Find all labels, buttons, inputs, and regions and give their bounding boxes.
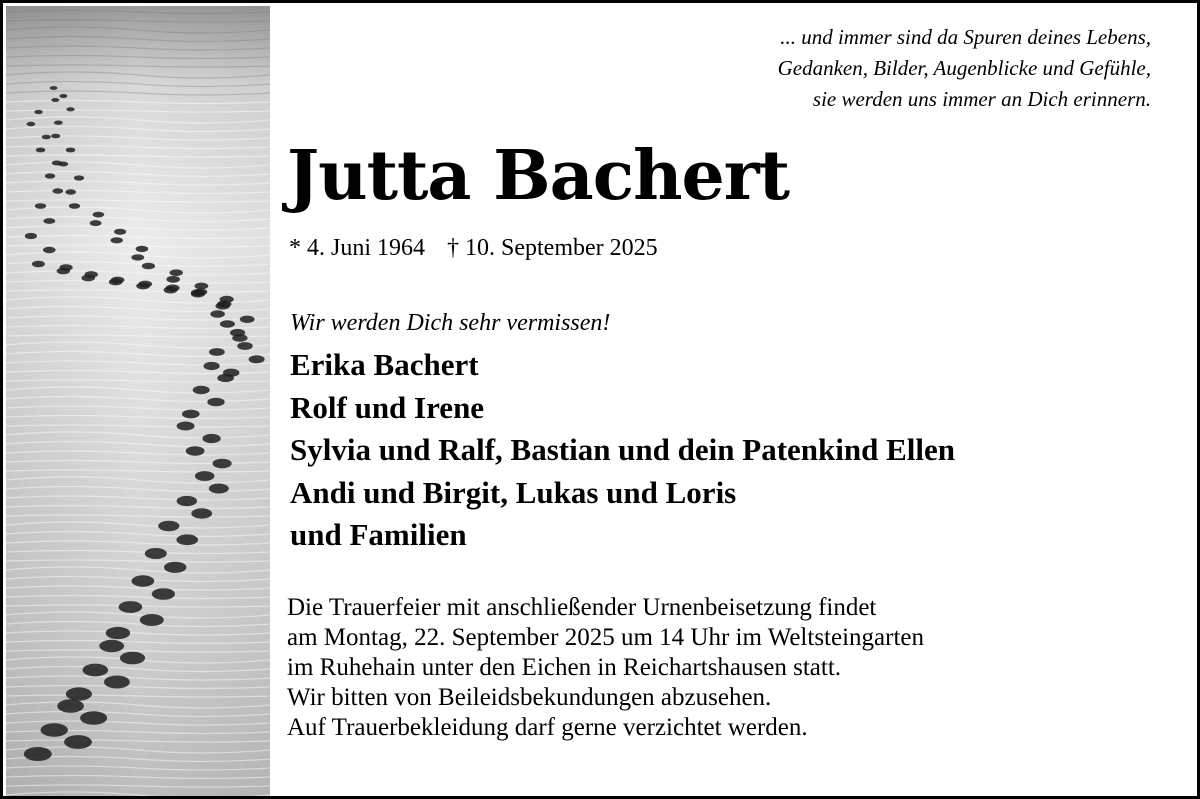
footprint — [59, 94, 67, 98]
mourners-list — [290, 344, 955, 557]
footprint — [83, 664, 109, 677]
footprint — [145, 548, 167, 559]
footprint — [74, 175, 84, 180]
footprint — [34, 110, 42, 114]
footprint — [237, 342, 253, 350]
memorial-quote — [591, 22, 1151, 115]
footprint — [216, 302, 230, 309]
footprint — [158, 521, 179, 532]
footprint — [50, 86, 58, 90]
footprint — [27, 122, 36, 126]
footprint — [120, 652, 145, 665]
mourner-entry: Erika Bachert — [290, 347, 479, 382]
footprint — [90, 220, 102, 226]
footprint — [43, 247, 56, 253]
footprint — [35, 203, 46, 209]
footprint — [54, 121, 63, 125]
footprint — [43, 218, 55, 224]
info-line: im Ruhehain unter den Eichen in Reichartshausen statt. — [287, 654, 842, 681]
farewell-line: Wir werden Dich sehr vermissen! — [290, 310, 611, 336]
footprint — [109, 279, 123, 286]
footprint — [52, 188, 63, 193]
footprint — [170, 269, 183, 276]
footprint — [80, 711, 107, 724]
footprint — [186, 446, 205, 455]
mourner-entry: Rolf und Irene — [290, 389, 485, 425]
footprint — [131, 254, 144, 260]
footprint — [204, 362, 220, 370]
footprint — [140, 614, 164, 626]
mourner-entry: Sylvia und Ralf, Bastian und dein Patenkind Ellen — [290, 432, 956, 467]
footprint — [240, 316, 255, 323]
footprint — [99, 640, 124, 652]
footprint — [223, 369, 239, 377]
footprint — [51, 134, 60, 139]
footprint — [51, 98, 59, 102]
quote-line: sie werden uns immer an Dich erinnern. — [812, 87, 1151, 111]
footprint — [166, 276, 180, 283]
footprint — [136, 246, 149, 252]
info-line: am Montag, 22. September 2025 um 14 Uhr im Weltsteingarten — [287, 624, 924, 651]
footprint — [220, 296, 234, 303]
footprint — [57, 268, 70, 275]
funeral-information — [287, 593, 924, 743]
footprint — [176, 534, 198, 545]
footprint — [164, 562, 186, 573]
footprint — [220, 320, 235, 327]
footprint — [65, 189, 76, 194]
footprint — [41, 723, 68, 737]
footprint — [164, 287, 178, 294]
footprint — [207, 398, 224, 407]
birth-date: * 4. Juni 1964 — [289, 235, 426, 261]
footprint — [142, 263, 155, 270]
footprint — [136, 283, 150, 290]
footprint — [66, 148, 76, 153]
footprint — [58, 162, 68, 167]
footprint — [210, 310, 225, 317]
footprint — [104, 676, 130, 689]
footprint — [230, 329, 245, 337]
footprint — [36, 148, 46, 153]
life-dates — [289, 233, 658, 263]
footprint — [213, 459, 232, 469]
footprint — [25, 233, 37, 239]
footprint — [57, 699, 84, 712]
footprint — [182, 410, 200, 419]
footprint — [191, 289, 205, 296]
footprint — [195, 471, 215, 481]
footprint — [66, 107, 74, 111]
quote-line: Gedanken, Bilder, Augenblicke und Gefühle, — [777, 56, 1151, 80]
footprint — [81, 275, 95, 282]
footprint — [64, 735, 92, 749]
footprint — [195, 283, 209, 290]
footprint — [132, 575, 155, 586]
info-line: Die Trauerfeier mit anschließender Urnenbeisetzung findet — [287, 594, 877, 621]
footprint — [209, 348, 225, 356]
footprint — [42, 135, 51, 140]
footprint — [24, 747, 52, 761]
footprint — [177, 496, 197, 506]
footprint — [111, 237, 123, 243]
footprint — [202, 434, 220, 443]
footprint — [32, 261, 45, 268]
footprint — [66, 687, 92, 700]
footprint — [119, 601, 143, 613]
info-line: Auf Trauerbekleidung darf gerne verzichtet werden. — [287, 714, 808, 741]
footprint — [45, 173, 55, 178]
death-date: † 10. September 2025 — [447, 235, 658, 261]
deceased-name: Jutta Bachert — [287, 136, 790, 216]
footprint — [106, 627, 130, 639]
footprint — [152, 588, 175, 600]
footprint — [209, 484, 229, 494]
footprints-in-sand-image — [6, 6, 270, 796]
footprint — [177, 422, 195, 431]
footprint — [249, 355, 265, 363]
footprint — [191, 508, 212, 518]
footprint — [193, 386, 210, 394]
mourner-entry: und Familien — [290, 517, 467, 552]
info-line: Wir bitten von Beileidsbekundungen abzusehen. — [287, 684, 772, 711]
footprint — [114, 229, 126, 235]
footprint — [93, 212, 105, 218]
footprint — [69, 203, 80, 209]
mourner-entry: Andi und Birgit, Lukas und Loris — [290, 474, 737, 510]
quote-line: ... und immer sind da Spuren deines Lebens, — [780, 25, 1151, 49]
